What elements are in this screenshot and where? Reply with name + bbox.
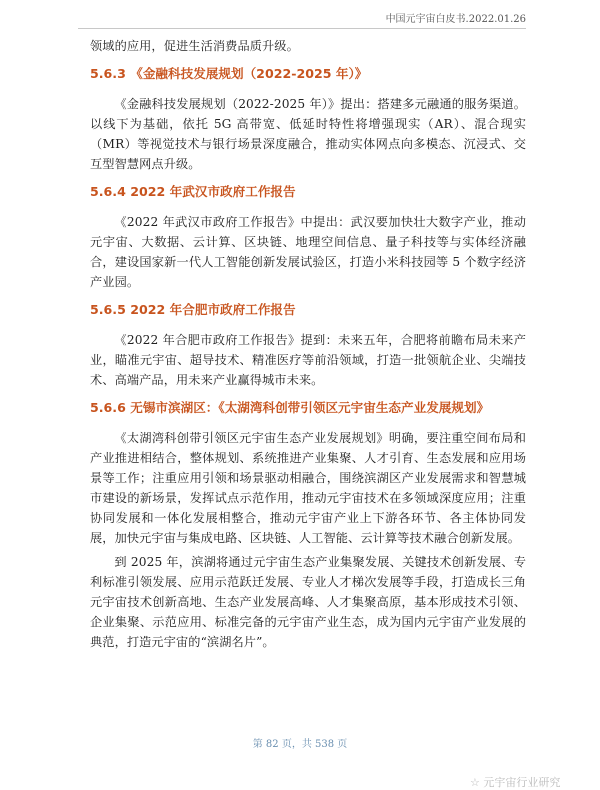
section-heading-5-6-3: 5.6.3 《金融科技发展规划（2022-2025 年）》	[90, 66, 368, 81]
paragraph-binhu-2025: 到 2025 年，滨湖将通过元宇宙生态产业集聚发展、关键技术创新发展、专利标准引领发展、应用示范跃迁发展、专业人才梯次发展等手段，打造成长三角元宇宙技术创新高地、生态产业发展高峰、人才集聚高原，基本形成技术引领、企业集聚、示范应用、标准完备的元宇宙产业生态，成为国内元宇宙产业发展的典范，打造元宇宙的“滨湖名片”。	[90, 555, 526, 649]
paragraph-wuhan-report: 《2022 年武汉市政府工作报告》中提出：武汉要加快壮大数字产业，推动元宇宙、大数据、云计算、区块链、地理空间信息、量子科技等与实体经济融合，建设国家新一代人工智能创新发展试验区，打造小米科技园等 5 个数字经济产业园。	[90, 215, 526, 289]
paragraph-taihu-plan: 《太湖湾科创带引领区元宇宙生态产业发展规划》明确，要注重空间布局和产业推进相结合，整体规划、系统推进产业集聚、人才引育、生态发展和应用场景等工作；注重应用引领和场景驱动相融合，围绕滨湖区产业发展需求和智慧城市建设的新场景，发挥试点示范作用，推动元宇宙技术在多领域深度应用；注重协同发展和一体化发展相整合，推动元宇宙产业上下游各环节、各主体协同发展，加快元宇宙与集成电路、区块链、人工智能、云计算等技术融合创新发展。	[90, 431, 526, 545]
section-heading-5-6-4: 5.6.4 2022 年武汉市政府工作报告	[90, 184, 296, 199]
section-heading-5-6-6: 5.6.6 无锡市滨湖区：《太湖湾科创带引领区元宇宙生态产业发展规划》	[90, 400, 490, 415]
header-divider	[78, 28, 526, 29]
running-header: 中国元宇宙白皮书.2022.01.26	[385, 14, 526, 25]
paragraph-fintech-plan: 《金融科技发展规划（2022-2025 年）》提出：搭建多元融通的服务渠道。以线下为基础，依托 5G 高带宽、低延时特性将增强现实（AR）、混合现实（MR）等视觉技术与银行场景深度融合，推动实体网点向多模态、沉浸式、交互型智慧网点升级。	[90, 97, 526, 171]
paragraph-hefei-report: 《2022 年合肥市政府工作报告》提到：未来五年，合肥将前瞻布局未来产业，瞄准元宇宙、超导技术、精准医疗等前沿领域，打造一批领航企业、尖端技术、高端产品，用未来产业赢得城市未来。	[90, 333, 526, 387]
paragraph-continuation: 领域的应用，促进生活消费品质升级。	[90, 39, 299, 53]
page-number: 第 82 页，共 538 页	[252, 739, 348, 750]
section-heading-5-6-5: 5.6.5 2022 年合肥市政府工作报告	[90, 302, 296, 317]
page-body	[90, 36, 526, 652]
watermark: ☆ 元宇宙行业研究	[470, 776, 561, 789]
